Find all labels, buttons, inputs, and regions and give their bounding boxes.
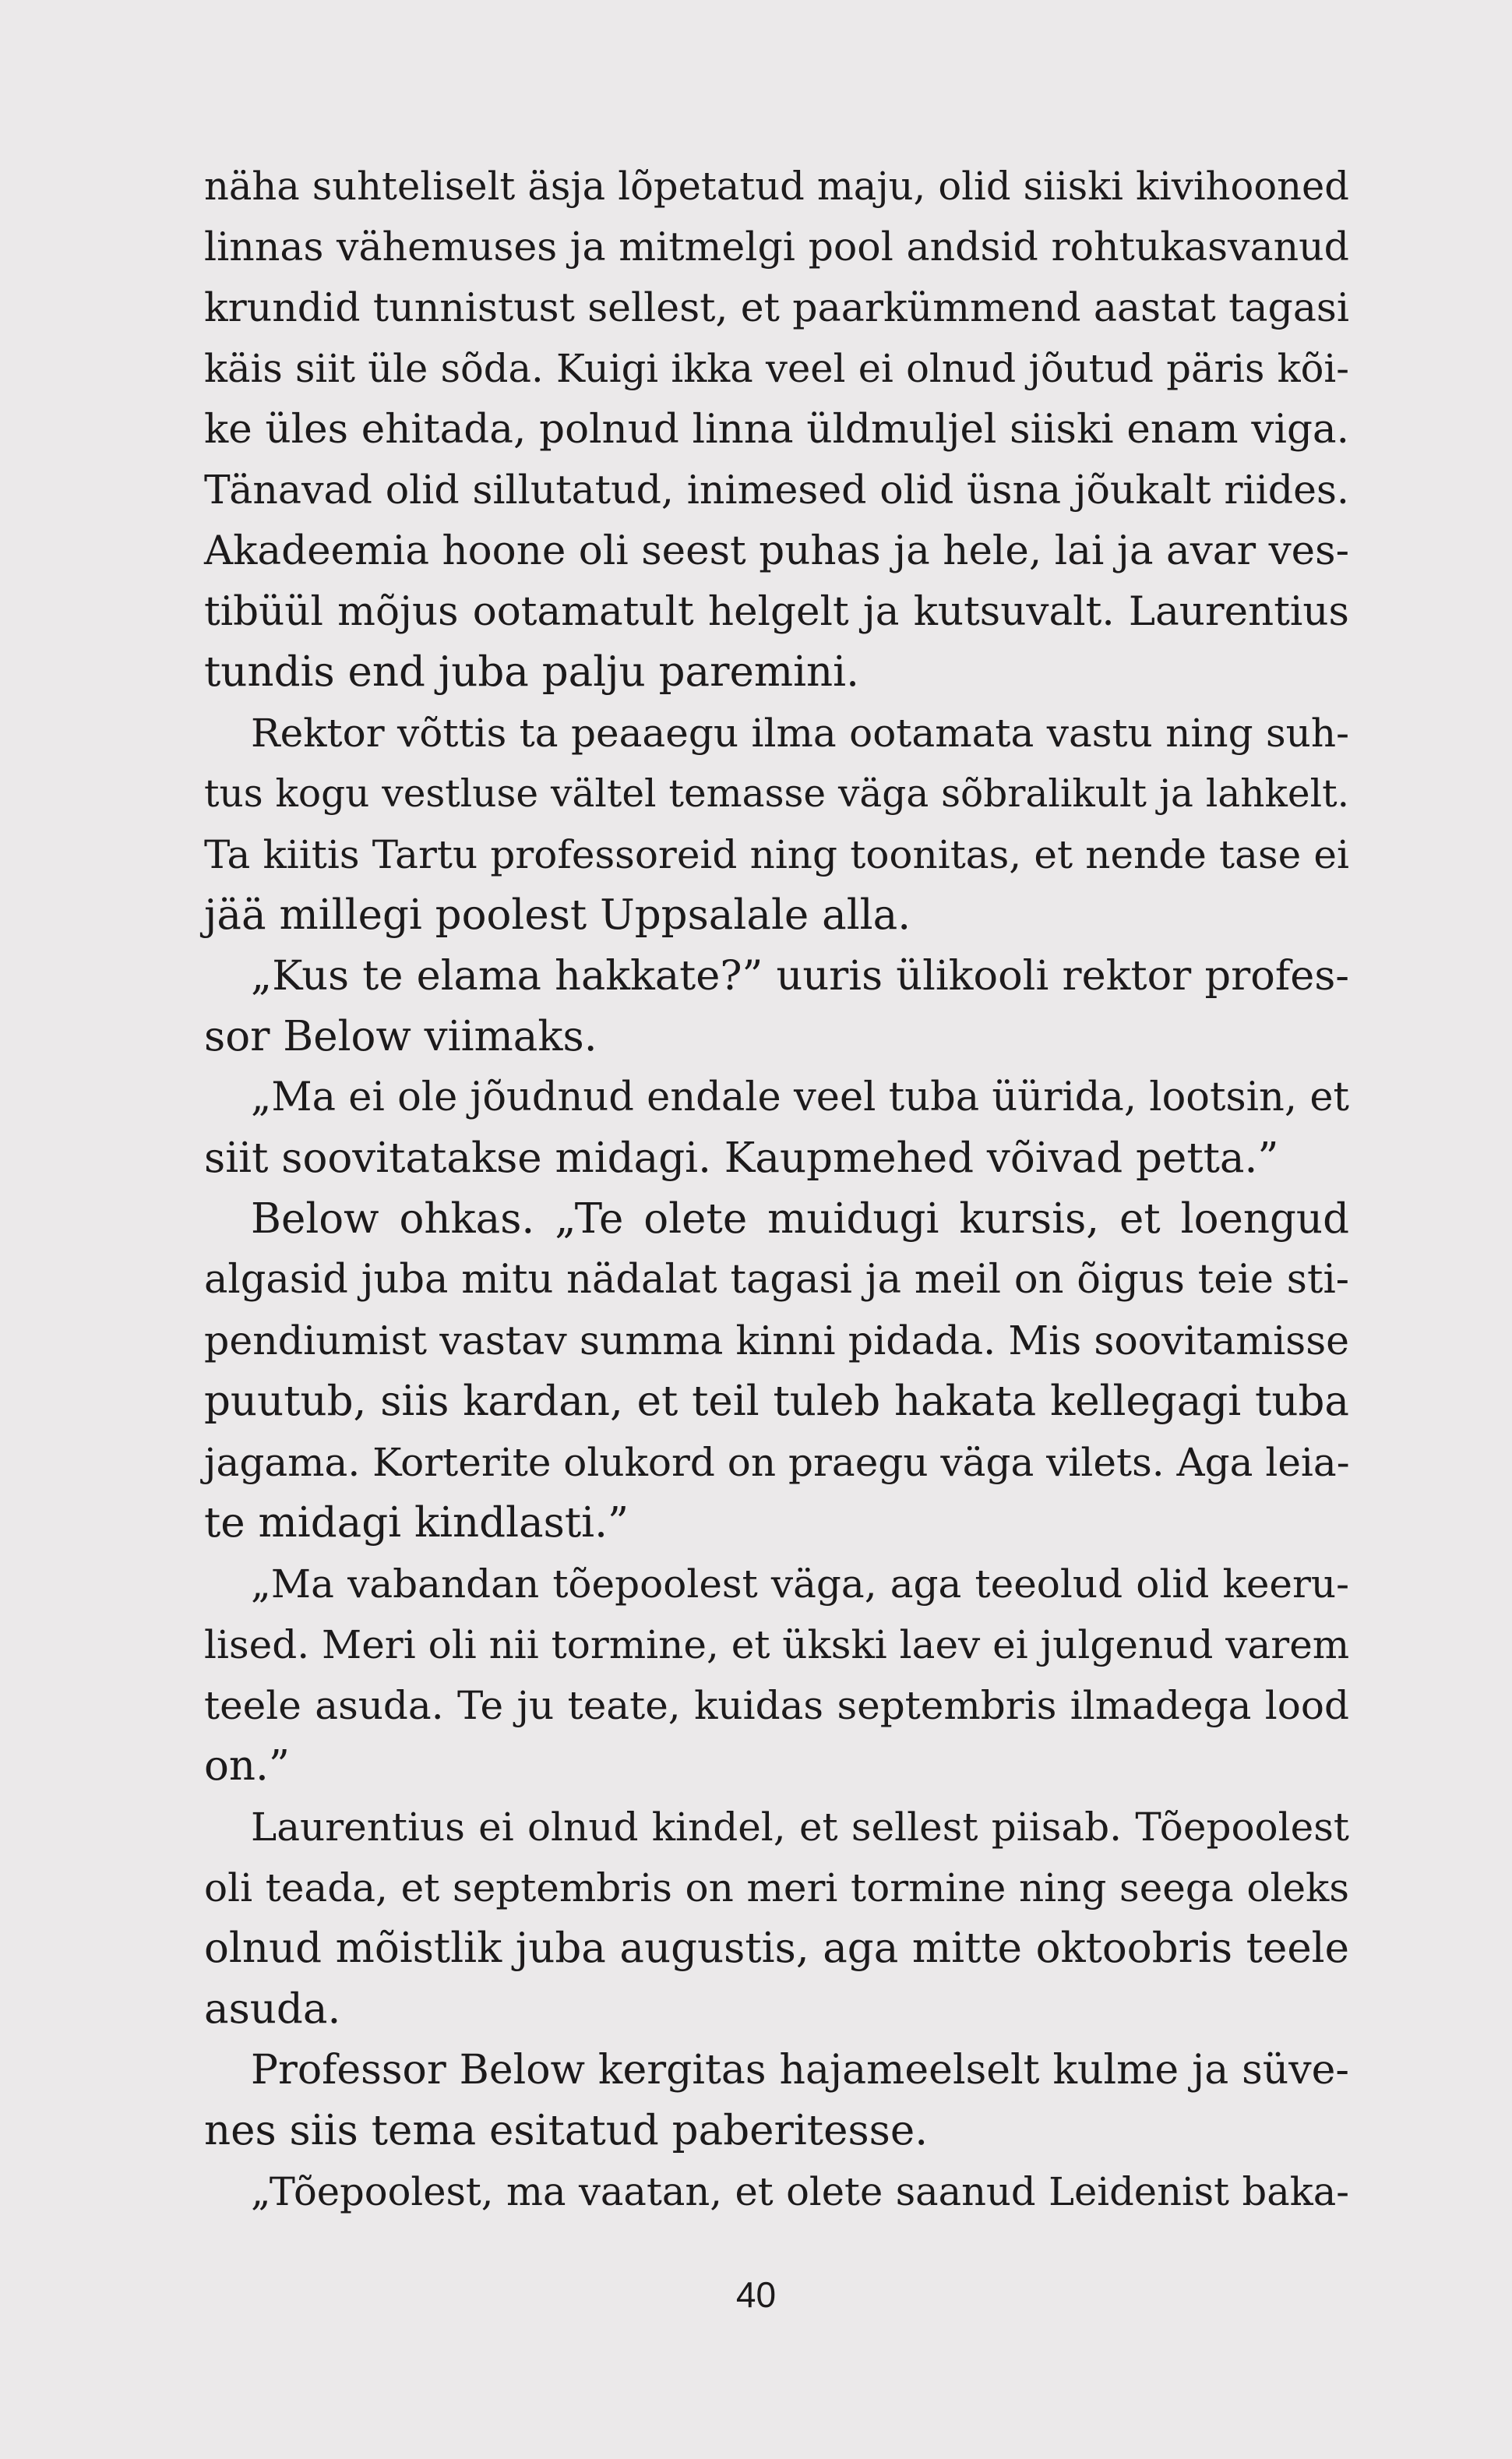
text-line: „Kus te elama hakkate?” uuris ülikooli rektor profes-: [251, 952, 1349, 1000]
text-line: Akadeemia hoone oli seest puhas ja hele, lai ja avar ves-: [204, 527, 1349, 574]
page-number: 40: [735, 2274, 777, 2315]
text-line: nes siis tema esitatud paberitesse.: [204, 2107, 929, 2154]
text-line: oli teada, et septembris on meri tormine ning seega oleks: [204, 1865, 1349, 1910]
text-line: algasid juba mitu nädalat tagasi ja meil on õigus teie sti-: [204, 1257, 1349, 1303]
text-line: sor Below viimaks.: [204, 1013, 597, 1060]
text-line: Ta kiitis Tartu professoreid ning toonitas, et nende tase ei: [204, 832, 1349, 877]
text-line: Below ohkas. „Te olete muidugi kursis, et loengud: [251, 1195, 1349, 1243]
text-line: lised. Meri oli nii tormine, et ükski laev ei julgenud varem: [204, 1622, 1350, 1667]
text-line: puutub, siis kardan, et teil tuleb hakata kellegagi tuba: [204, 1378, 1349, 1425]
text-line: näha suhteliselt äsja lõpetatud maju, olid siiski kivihooned: [204, 164, 1349, 209]
text-line: „Ma ei ole jõudnud endale veel tuba üürida, lootsin, et: [251, 1074, 1349, 1120]
text-line: pendiumist vastav summa kinni pidada. Mis soovitamisse: [204, 1318, 1349, 1364]
text-line: Professor Below kergitas hajameelselt kulme ja süve-: [251, 2047, 1349, 2094]
text-line: „Ma vabandan tõepoolest väga, aga teeolud olid keeru-: [251, 1561, 1349, 1607]
text-line: käis siit üle sõda. Kuigi ikka veel ei olnud jõutud päris kõi-: [204, 346, 1349, 391]
text-line: tibüül mõjus ootamatult helgelt ja kutsuvalt. Laurentius: [204, 588, 1349, 635]
text-line: ke üles ehitada, polnud linna üldmuljel siiski enam viga.: [204, 406, 1349, 453]
text-line: linnas vähemuses ja mitmelgi pool andsid rohtukasvanud: [204, 224, 1349, 270]
text-line: tundis end juba palju paremini.: [204, 648, 859, 696]
text-line: Tänavad olid sillutatud, inimesed olid üsna jõukalt riides.: [204, 467, 1349, 513]
text-line: olnud mõistlik juba augustis, aga mitte oktoobris teele: [204, 1925, 1349, 1972]
text-line: te midagi kindlasti.”: [204, 1499, 629, 1547]
text-line: jagama. Korterite olukord on praegu väga vilets. Aga leia-: [204, 1440, 1350, 1485]
text-line: on.”: [204, 1742, 290, 1790]
text-line: teele asuda. Te ju teate, kuidas septembris ilmadega lood: [204, 1683, 1349, 1728]
text-line: „Tõepoolest, ma vaatan, et olete saanud Leidenist baka-: [251, 2169, 1349, 2214]
text-line: jää millegi poolest Uppsalale alla.: [204, 891, 911, 939]
text-line: Rektor võttis ta peaaegu ilma ootamata vastu ning suh-: [251, 711, 1349, 756]
text-line: siit soovitatakse midagi. Kaupmehed võivad petta.”: [204, 1134, 1279, 1182]
text-line: tus kogu vestluse vältel temasse väga sõbralikult ja lahkelt.: [204, 772, 1349, 816]
text-line: asuda.: [204, 1985, 341, 2033]
text-line: krundid tunnistust sellest, et paarkümmend aastat tagasi: [204, 284, 1349, 330]
body-text: [204, 156, 1349, 2222]
text-line: Laurentius ei olnud kindel, et sellest piisab. Tõepoolest: [251, 1805, 1349, 1850]
